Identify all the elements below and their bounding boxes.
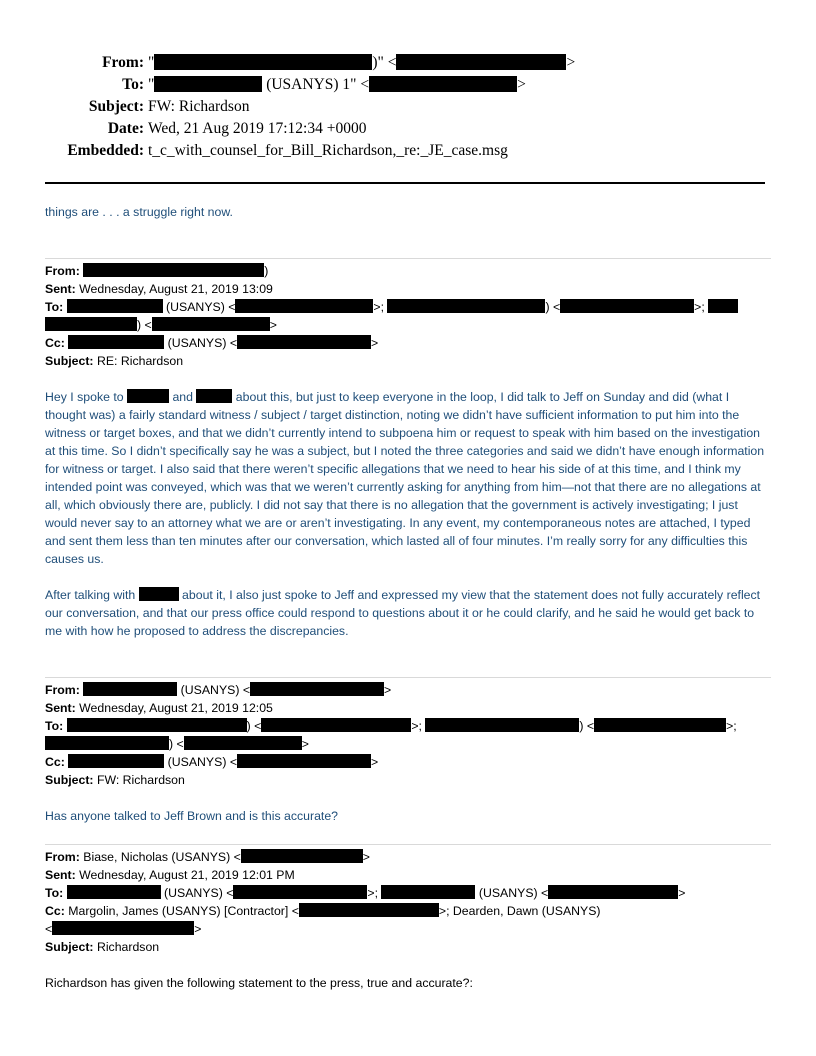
header-to-row [40, 74, 580, 96]
redaction [548, 885, 678, 899]
to-label: To: [122, 76, 144, 93]
redaction [67, 718, 247, 732]
redaction [45, 736, 169, 750]
email-subject-line: Subject: FW: Richardson [45, 773, 185, 787]
email-reply-2 [45, 681, 775, 789]
from-label: From: [102, 54, 144, 71]
email-subject-line: Subject: Richardson [45, 940, 160, 954]
header-date-row [40, 118, 580, 140]
header-embedded-row [40, 140, 580, 162]
email-from-line: From: Biase, Nicholas (USANYS) < > [45, 850, 370, 864]
header-divider [45, 182, 765, 184]
redaction [154, 76, 262, 92]
to-value: " (USANYS) 1" < > [148, 76, 526, 93]
message-header [40, 52, 580, 162]
redaction [250, 682, 384, 696]
redaction [387, 299, 545, 313]
redaction [594, 718, 726, 732]
embedded-attachment[interactable]: t_c_with_counsel_for_Bill_Richardson,_re:_JE_case.msg [148, 142, 508, 159]
subject-value: FW: Richardson [148, 98, 250, 115]
redaction [83, 682, 177, 696]
header-from-row [40, 52, 580, 74]
email-to-line: To: ) < >; ) < >; [45, 719, 737, 733]
email-to-line-continued: ) < > [45, 735, 775, 753]
redaction [261, 718, 411, 732]
redaction [233, 885, 367, 899]
redaction [68, 754, 164, 768]
email-cc-line: Cc: (USANYS) < > [45, 755, 379, 769]
subject-label: Subject: [88, 98, 144, 115]
email-cc-line: Cc: Margolin, James (USANYS) [Contractor] < >; Dearden, Dawn (USANYS) [45, 904, 601, 918]
redaction [184, 736, 302, 750]
redaction [45, 317, 137, 331]
redaction [235, 299, 373, 313]
email-1-body [45, 388, 773, 640]
redaction [52, 921, 194, 935]
from-value: " )" < > [148, 54, 576, 71]
email-sent-line: Sent: Wednesday, August 21, 2019 12:01 PM [45, 868, 295, 882]
email-to-line: To: (USANYS) < >; (USANYS) < > [45, 886, 686, 900]
redaction [708, 299, 738, 313]
redaction [241, 849, 363, 863]
header-subject-row [40, 96, 580, 118]
email-to-line: To: (USANYS) < >; ) < >; [45, 298, 775, 316]
redaction [68, 335, 164, 349]
redaction [154, 54, 372, 70]
email-1-paragraph-2: After talking with about it, I also just spoke to Jeff and expressed my view that the statement does not fully accurately reflect our conversation, and that our press office could respond to questions about it or he could clarify, and he said he would get back to me with how he proposed to address the discrepancies. [45, 588, 761, 638]
redaction [67, 885, 161, 899]
email-from-line: From: ) [45, 264, 269, 278]
redaction [237, 754, 371, 768]
redaction [237, 335, 371, 349]
date-label: Date: [107, 120, 144, 137]
email-3-body: Richardson has given the following statement to the press, true and accurate?: [45, 976, 473, 990]
redaction [139, 587, 179, 601]
email-original [45, 848, 775, 956]
date-value: Wed, 21 Aug 2019 17:12:34 +0000 [148, 120, 367, 137]
intro-text: things are . . . a struggle right now. [45, 205, 233, 219]
email-reply-1 [45, 262, 775, 370]
redaction [425, 718, 579, 732]
redaction [381, 885, 475, 899]
redaction [369, 76, 517, 92]
email-cc-line: Cc: (USANYS) < > [45, 336, 379, 350]
email-1-paragraph-1: Hey I spoke to and about this, but just to keep everyone in the loop, I did talk to Jeff on Sunday and did (what I thought was) a fairly standard witness / subject / target distinction, noting we didn’t have sufficient information to put him into the witness or target boxes, and that we didn’t currently intend to subpoena him or request to speak with him based on the investigation at this time. So I didn’t specifically say he was a subject, but I noted the three categories and said we didn’t have enough information for witness or target. I also said that there weren’t specific allegations that we need to hear his side of at this time, and I think my intended point was conveyed, which was that we weren’t currently asking for anything from him—not that there are no allegations at all, which obviously there are, publicly. I did not say that there is no allegation that the government is actively investigating; I just would never say to an attorney what we are or aren’t investigating. In any event, my contemporaneous notes are attached, I typed and sent them less than ten minutes after our conversation, which lasted all of four minutes. I’m really sorry for any difficulties this causes us. [45, 390, 765, 566]
email-cc-line-continued: < > [45, 922, 202, 936]
redaction [83, 263, 264, 277]
redaction [67, 299, 163, 313]
embedded-label: Embedded: [67, 142, 144, 159]
redaction [560, 299, 694, 313]
redaction [299, 903, 439, 917]
email-from-line: From: (USANYS) < > [45, 683, 392, 697]
email-subject-line: Subject: RE: Richardson [45, 354, 184, 368]
redaction [127, 389, 169, 403]
email-to-line-continued: ) < > [45, 316, 775, 334]
email-sent-line: Sent: Wednesday, August 21, 2019 12:05 [45, 701, 273, 715]
email-divider [45, 258, 771, 259]
email-sent-line: Sent: Wednesday, August 21, 2019 13:09 [45, 282, 273, 296]
email-2-body: Has anyone talked to Jeff Brown and is this accurate? [45, 809, 339, 823]
redaction [152, 317, 270, 331]
email-divider [45, 844, 771, 845]
redaction [196, 389, 232, 403]
redaction [396, 54, 566, 70]
email-divider [45, 677, 771, 678]
